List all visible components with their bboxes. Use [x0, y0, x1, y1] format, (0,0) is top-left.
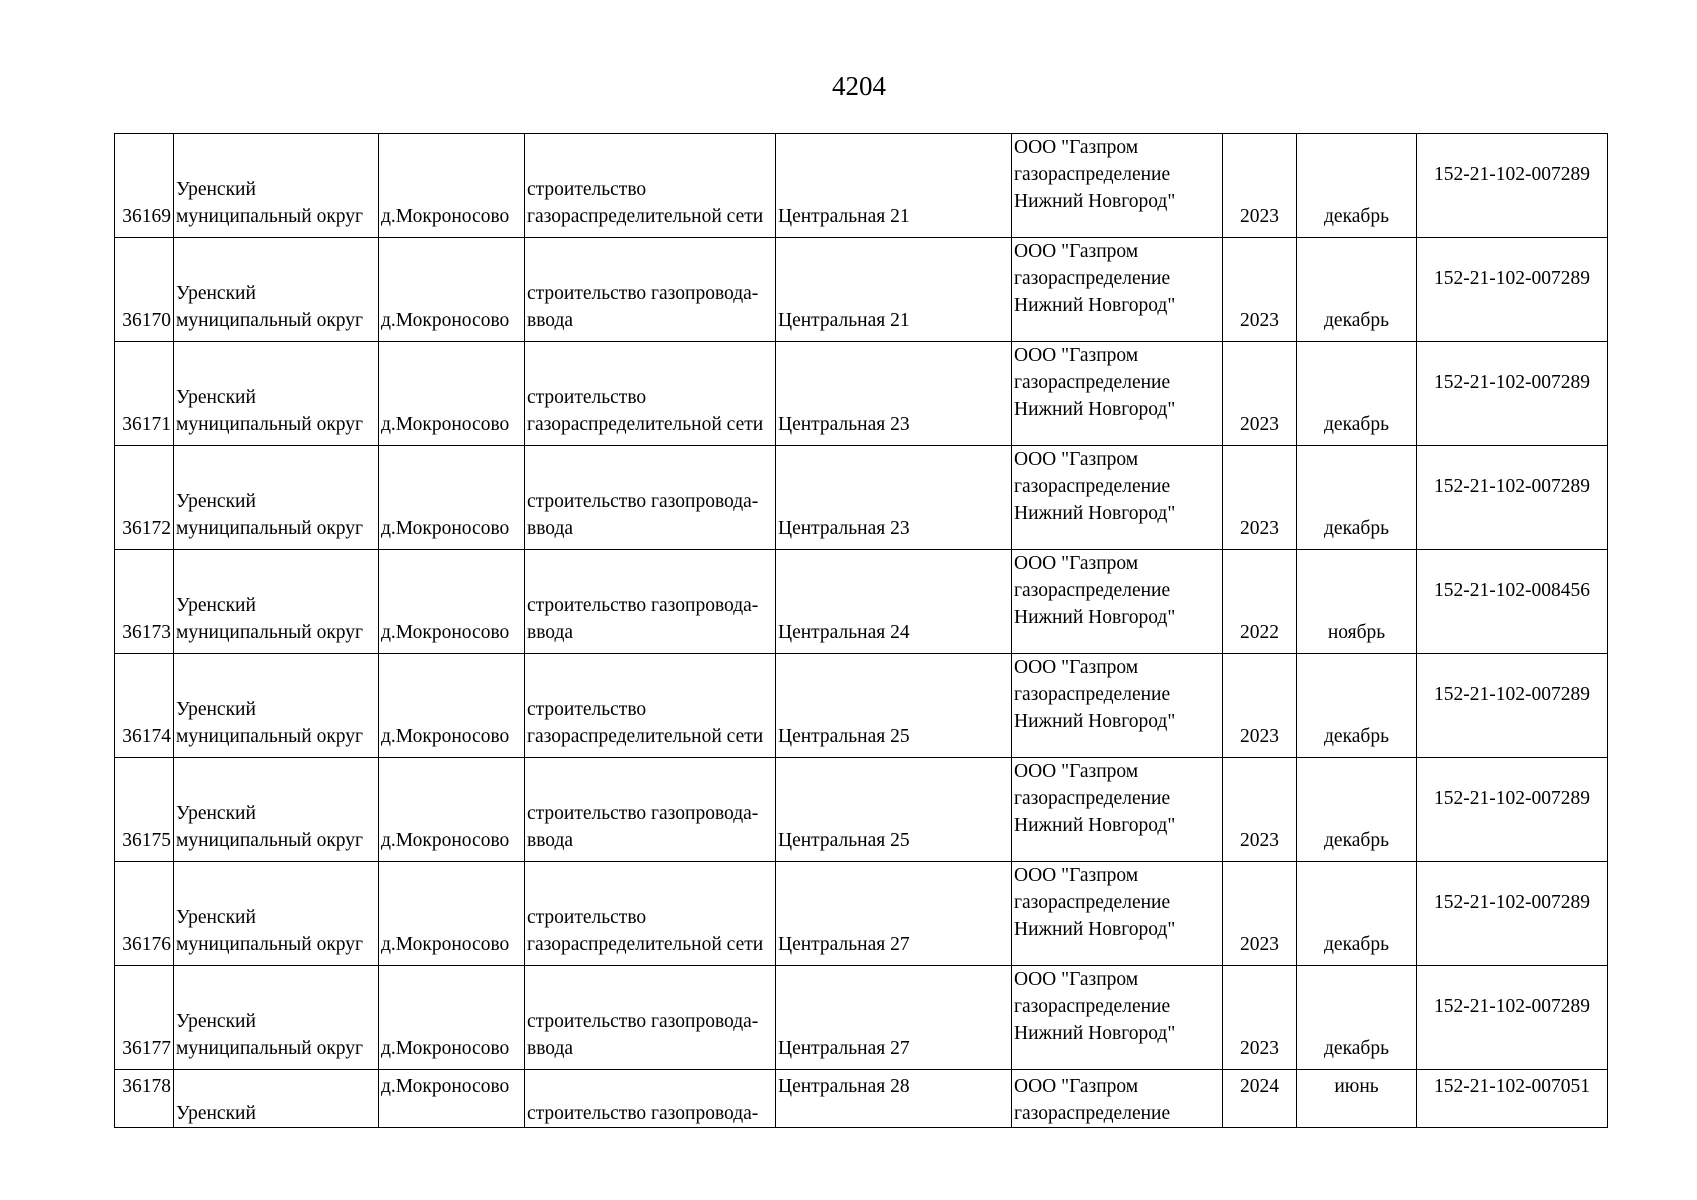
cell-code [1417, 550, 1608, 654]
cell-work-type [525, 758, 776, 862]
cell-district [174, 342, 379, 446]
cell-number [115, 966, 174, 1070]
cell-village [379, 1070, 525, 1128]
cell-organization-line: газораспределение [1014, 788, 1171, 809]
cell-organization-line: Нижний Новгород" [1014, 191, 1176, 212]
cell-month [1297, 446, 1417, 550]
cell-village [379, 758, 525, 862]
cell-organization-line: Нижний Новгород" [1014, 503, 1176, 524]
cell-organization [1012, 550, 1223, 654]
cell-work-type [525, 238, 776, 342]
cell-number [115, 134, 174, 238]
cell-district [174, 1070, 379, 1128]
table-row [115, 342, 1608, 446]
cell-month [1297, 966, 1417, 1070]
cell-code-line: 152-21-102-007289 [1434, 684, 1590, 705]
cell-district-line: Уренский [176, 699, 256, 720]
cell-organization-line: газораспределение [1014, 892, 1171, 913]
cell-number [115, 1070, 174, 1128]
cell-organization [1012, 1070, 1223, 1128]
cell-district [174, 550, 379, 654]
table-body [115, 134, 1608, 1128]
cell-number-line: 36172 [122, 518, 171, 539]
cell-year-line: 2023 [1240, 206, 1279, 227]
cell-year [1223, 550, 1297, 654]
cell-code [1417, 1070, 1608, 1128]
cell-work-type [525, 654, 776, 758]
cell-district-line: муниципальный округ [176, 310, 364, 331]
cell-work-type-line: строительство газопровода- [527, 595, 759, 616]
cell-number-line: 36174 [122, 726, 171, 747]
cell-number [115, 862, 174, 966]
cell-street-line: Центральная 23 [778, 414, 910, 435]
cell-work-type [525, 446, 776, 550]
cell-number-line: 36173 [122, 622, 171, 643]
cell-organization-line: Нижний Новгород" [1014, 295, 1176, 316]
cell-work-type [525, 862, 776, 966]
cell-organization [1012, 758, 1223, 862]
cell-district-line: Уренский [176, 387, 256, 408]
cell-organization-line: Нижний Новгород" [1014, 711, 1176, 732]
cell-street [776, 342, 1012, 446]
cell-code-line: 152-21-102-008456 [1434, 580, 1590, 601]
cell-code-line: 152-21-102-007289 [1434, 788, 1590, 809]
cell-year [1223, 134, 1297, 238]
cell-number [115, 342, 174, 446]
cell-district-line: Уренский [176, 179, 256, 200]
cell-organization [1012, 446, 1223, 550]
cell-village-line: д.Мокроносово [381, 414, 510, 435]
cell-work-type-line: строительство [527, 907, 647, 928]
cell-code-line: 152-21-102-007289 [1434, 996, 1590, 1017]
cell-village-line: д.Мокроносово [381, 622, 510, 643]
cell-district [174, 238, 379, 342]
cell-number-line: 36169 [122, 206, 171, 227]
cell-street-line: Центральная 25 [778, 830, 910, 851]
cell-code-line: 152-21-102-007289 [1434, 476, 1590, 497]
cell-district [174, 862, 379, 966]
cell-district [174, 134, 379, 238]
cell-organization-line: Нижний Новгород" [1014, 607, 1176, 628]
table-row [115, 446, 1608, 550]
cell-street [776, 654, 1012, 758]
cell-street [776, 134, 1012, 238]
cell-street-line: Центральная 27 [778, 1038, 910, 1059]
cell-organization-line: ООО "Газпром [1014, 969, 1139, 990]
cell-organization-line: газораспределение [1014, 372, 1171, 393]
cell-month [1297, 238, 1417, 342]
cell-year-line: 2023 [1240, 726, 1279, 747]
cell-year [1223, 654, 1297, 758]
cell-village [379, 862, 525, 966]
cell-village-line: д.Мокроносово [381, 830, 510, 851]
cell-district [174, 654, 379, 758]
cell-district-line: муниципальный округ [176, 726, 364, 747]
cell-village [379, 966, 525, 1070]
cell-work-type [525, 134, 776, 238]
cell-organization-line: ООО "Газпром [1014, 1076, 1139, 1097]
cell-street-line: Центральная 24 [778, 622, 910, 643]
cell-month-line: декабрь [1324, 310, 1389, 331]
cell-year-line: 2023 [1240, 310, 1279, 331]
cell-district-line: муниципальный округ [176, 622, 364, 643]
cell-village [379, 134, 525, 238]
cell-year [1223, 446, 1297, 550]
table-row [115, 654, 1608, 758]
cell-work-type-line: ввода [527, 1038, 574, 1059]
cell-month-line: ноябрь [1327, 622, 1386, 643]
cell-code-line: 152-21-102-007289 [1434, 892, 1590, 913]
cell-organization-line: ООО "Газпром [1014, 137, 1139, 158]
cell-village [379, 342, 525, 446]
cell-organization [1012, 966, 1223, 1070]
cell-code [1417, 758, 1608, 862]
cell-year-line: 2023 [1240, 518, 1279, 539]
cell-number [115, 758, 174, 862]
cell-organization-line: ООО "Газпром [1014, 345, 1139, 366]
cell-organization-line: газораспределение [1014, 684, 1171, 705]
cell-village-line: д.Мокроносово [381, 934, 510, 955]
cell-code-line: 152-21-102-007289 [1434, 372, 1590, 393]
cell-year-line: 2023 [1240, 1038, 1279, 1059]
cell-code [1417, 862, 1608, 966]
table-row [115, 758, 1608, 862]
cell-village-line: д.Мокроносово [381, 1076, 510, 1097]
cell-street-line: Центральная 27 [778, 934, 910, 955]
cell-work-type [525, 1070, 776, 1128]
cell-year [1223, 238, 1297, 342]
cell-organization-line: ООО "Газпром [1014, 865, 1139, 886]
cell-district-line: Уренский [176, 803, 256, 824]
cell-district [174, 966, 379, 1070]
cell-organization-line: ООО "Газпром [1014, 761, 1139, 782]
table-row [115, 134, 1608, 238]
cell-year [1223, 1070, 1297, 1128]
cell-code [1417, 654, 1608, 758]
cell-village [379, 550, 525, 654]
cell-work-type-line: строительство [527, 179, 647, 200]
cell-street-line: Центральная 21 [778, 206, 910, 227]
cell-village [379, 446, 525, 550]
cell-code-line: 152-21-102-007289 [1434, 164, 1590, 185]
cell-year [1223, 342, 1297, 446]
cell-month [1297, 550, 1417, 654]
cell-work-type-line: строительство газопровода- [527, 1011, 759, 1032]
cell-work-type-line: газораспределительной сети [527, 934, 764, 955]
cell-district-line: муниципальный округ [176, 518, 364, 539]
cell-village-line: д.Мокроносово [381, 518, 510, 539]
cell-work-type [525, 550, 776, 654]
cell-work-type-line: ввода [527, 622, 574, 643]
cell-year [1223, 862, 1297, 966]
cell-street [776, 758, 1012, 862]
cell-village [379, 654, 525, 758]
cell-month [1297, 758, 1417, 862]
cell-work-type-line: газораспределительной сети [527, 414, 764, 435]
cell-district [174, 758, 379, 862]
cell-number-line: 36175 [122, 830, 171, 851]
cell-village-line: д.Мокроносово [381, 726, 510, 747]
cell-district-line: Уренский [176, 491, 256, 512]
cell-work-type-line: строительство газопровода- [527, 1103, 759, 1124]
cell-organization [1012, 238, 1223, 342]
cell-number-line: 36177 [122, 1038, 171, 1059]
cell-organization-line: Нижний Новгород" [1014, 815, 1176, 836]
cell-year-line: 2023 [1240, 830, 1279, 851]
cell-code [1417, 238, 1608, 342]
cell-month-line: декабрь [1324, 414, 1389, 435]
cell-work-type [525, 342, 776, 446]
cell-street [776, 862, 1012, 966]
cell-district-line: муниципальный округ [176, 934, 364, 955]
cell-year-line: 2024 [1240, 1076, 1279, 1097]
cell-organization-line: газораспределение [1014, 996, 1171, 1017]
cell-year-line: 2022 [1240, 622, 1279, 643]
cell-district-line: муниципальный округ [176, 1038, 364, 1059]
cell-code [1417, 446, 1608, 550]
cell-street [776, 238, 1012, 342]
cell-village [379, 238, 525, 342]
cell-organization-line: ООО "Газпром [1014, 553, 1139, 574]
cell-work-type-line: ввода [527, 830, 574, 851]
cell-village-line: д.Мокроносово [381, 206, 510, 227]
table-row [115, 550, 1608, 654]
cell-month [1297, 1070, 1417, 1128]
cell-month-line: декабрь [1324, 726, 1389, 747]
cell-year [1223, 966, 1297, 1070]
cell-street [776, 446, 1012, 550]
cell-code-line: 152-21-102-007051 [1434, 1076, 1590, 1097]
cell-month [1297, 654, 1417, 758]
cell-year-line: 2023 [1240, 414, 1279, 435]
cell-organization [1012, 134, 1223, 238]
cell-work-type-line: строительство [527, 699, 647, 720]
cell-organization-line: Нижний Новгород" [1014, 399, 1176, 420]
cell-month-line: декабрь [1324, 934, 1389, 955]
cell-organization-line: газораспределение [1014, 476, 1171, 497]
cell-number-line: 36171 [122, 414, 171, 435]
cell-district-line: Уренский [176, 1011, 256, 1032]
table-row [115, 1070, 1608, 1128]
cell-number-line: 36170 [122, 310, 171, 331]
cell-work-type-line: ввода [527, 518, 574, 539]
cell-month-line: декабрь [1324, 830, 1389, 851]
cell-code [1417, 134, 1608, 238]
cell-work-type-line: строительство [527, 387, 647, 408]
cell-street [776, 1070, 1012, 1128]
cell-organization [1012, 654, 1223, 758]
page-number: 4204 [832, 71, 886, 101]
cell-number [115, 550, 174, 654]
cell-work-type-line: газораспределительной сети [527, 206, 764, 227]
cell-organization-line: Нижний Новгород" [1014, 1023, 1176, 1044]
cell-village-line: д.Мокроносово [381, 1038, 510, 1059]
cell-organization-line: газораспределение [1014, 268, 1171, 289]
cell-organization-line: ООО "Газпром [1014, 241, 1139, 262]
table-row [115, 966, 1608, 1070]
cell-district-line: Уренский [176, 907, 256, 928]
cell-month [1297, 862, 1417, 966]
cell-work-type-line: строительство газопровода- [527, 803, 759, 824]
cell-work-type [525, 966, 776, 1070]
cell-village-line: д.Мокроносово [381, 310, 510, 331]
cell-street-line: Центральная 25 [778, 726, 910, 747]
cell-number [115, 238, 174, 342]
cell-district-line: Уренский [176, 1103, 256, 1124]
cell-number-line: 36176 [122, 934, 171, 955]
cell-year [1223, 758, 1297, 862]
cell-district-line: Уренский [176, 283, 256, 304]
cell-district-line: Уренский [176, 595, 256, 616]
cell-organization-line: газораспределение [1014, 1103, 1171, 1124]
cell-year-line: 2023 [1240, 934, 1279, 955]
cell-number [115, 654, 174, 758]
table-row [115, 238, 1608, 342]
cell-organization-line: ООО "Газпром [1014, 657, 1139, 678]
cell-month-line: декабрь [1324, 206, 1389, 227]
cell-district [174, 446, 379, 550]
cell-number [115, 446, 174, 550]
cell-organization [1012, 862, 1223, 966]
cell-street-line: Центральная 28 [778, 1076, 910, 1097]
cell-district-line: муниципальный округ [176, 206, 364, 227]
cell-work-type-line: газораспределительной сети [527, 726, 764, 747]
cell-street-line: Центральная 21 [778, 310, 910, 331]
cell-month-line: декабрь [1324, 1038, 1389, 1059]
cell-code [1417, 342, 1608, 446]
cell-code-line: 152-21-102-007289 [1434, 268, 1590, 289]
cell-work-type-line: строительство газопровода- [527, 491, 759, 512]
cell-month [1297, 134, 1417, 238]
cell-organization-line: Нижний Новгород" [1014, 919, 1176, 940]
cell-number-line: 36178 [122, 1076, 171, 1097]
gasification-registry-table [114, 133, 1608, 1128]
cell-month-line: июнь [1334, 1076, 1379, 1097]
cell-organization [1012, 342, 1223, 446]
cell-organization-line: ООО "Газпром [1014, 449, 1139, 470]
cell-street [776, 550, 1012, 654]
cell-organization-line: газораспределение [1014, 580, 1171, 601]
cell-street-line: Центральная 23 [778, 518, 910, 539]
cell-month-line: декабрь [1324, 518, 1389, 539]
cell-work-type-line: ввода [527, 310, 574, 331]
cell-organization-line: газораспределение [1014, 164, 1171, 185]
cell-month [1297, 342, 1417, 446]
cell-district-line: муниципальный округ [176, 830, 364, 851]
cell-street [776, 966, 1012, 1070]
table-row [115, 862, 1608, 966]
cell-code [1417, 966, 1608, 1070]
cell-work-type-line: строительство газопровода- [527, 283, 759, 304]
cell-district-line: муниципальный округ [176, 414, 364, 435]
